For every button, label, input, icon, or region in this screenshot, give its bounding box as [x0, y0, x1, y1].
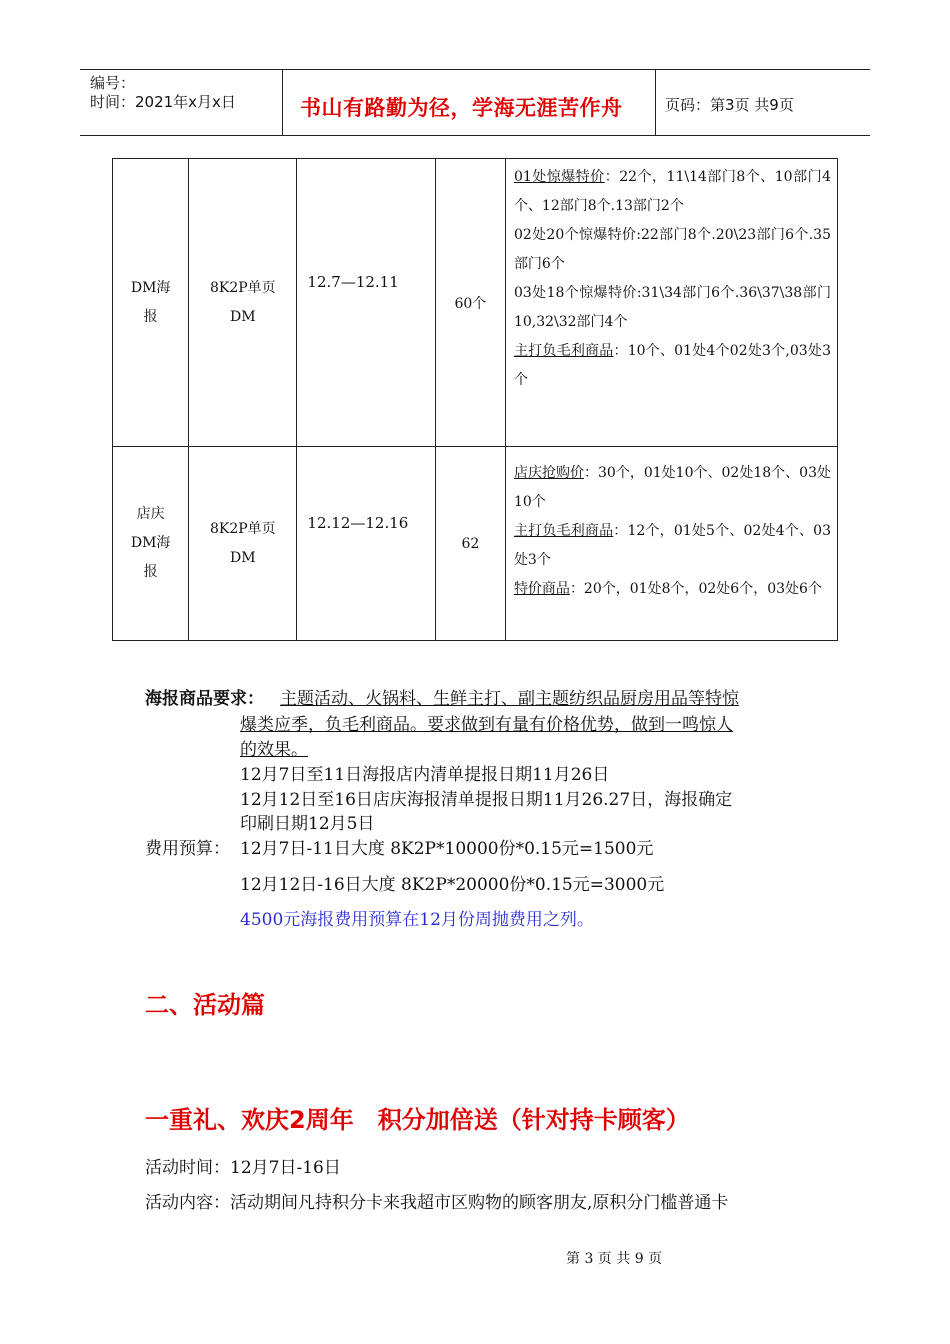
cell-text: DM海: [130, 279, 171, 296]
header-number-label: 编号：: [90, 74, 136, 92]
table-cell-detail: [505, 159, 837, 447]
cell-text: DM: [230, 308, 256, 325]
detail-line: 店庆抢购价：30个，01处10个、02处18个、03处10个: [513, 465, 831, 510]
table-cell-format: [189, 447, 297, 641]
detail-line: 03处18个惊爆特价:31\34部门6个.36\37\38部门10,32\32部门4个: [513, 285, 831, 330]
requirements-line: 12月7日至11日海报店内清单提报日期11月26日: [240, 765, 610, 785]
table-cell-format: [189, 159, 297, 447]
budget-total-note: 4500元海报费用预算在12月份周抛费用之列。: [240, 910, 594, 930]
header-divider: [655, 69, 656, 135]
header-top-rule: [80, 69, 870, 70]
cell-text: DM: [230, 549, 256, 566]
budget-line: 12月7日-11日大度 8K2P*10000份*0.15元=1500元: [240, 839, 654, 859]
table-cell-name: [113, 159, 189, 447]
table-row: [113, 159, 838, 447]
cell-text: DM海: [130, 535, 171, 551]
dm-poster-table: [112, 158, 838, 641]
cell-text: 8K2P单页: [209, 279, 276, 296]
table-cell-date: [297, 159, 435, 447]
cell-text: 报: [143, 564, 158, 580]
table-cell-count: 62: [435, 447, 505, 641]
header-divider: [282, 69, 283, 135]
section-title: 二、活动篇: [145, 991, 265, 1019]
budget-line: 12月12日-16日大度 8K2P*20000份*0.15元=3000元: [240, 875, 665, 895]
header-motto: 书山有路勤为径，学海无涯苦作舟: [300, 96, 623, 120]
page-footer: 第 3 页 共 9 页: [566, 1251, 663, 1267]
detail-line: 主打负毛利商品：12个，01处5个、02处4个、03处3个: [513, 523, 831, 568]
header-bottom-rule: [80, 135, 870, 136]
cell-text: 12.7—12.11: [307, 272, 399, 291]
detail-line: 02处20个惊爆特价:22部门8个.20\23部门6个.35部门6个: [513, 227, 831, 272]
requirements-label: 海报商品要求：: [145, 689, 264, 709]
table-cell-count: 60个: [435, 159, 505, 447]
activity-content: 活动内容：活动期间凡持积分卡来我超市区购物的顾客朋友,原积分门槛普通卡: [145, 1193, 729, 1213]
table-cell-name: [113, 447, 189, 641]
header-time-label: 时间：2021年x月x日: [90, 93, 236, 111]
requirements-line: 12月12日至16日店庆海报清单提报日期11月26.27日，海报确定: [240, 790, 733, 810]
cell-text: 8K2P单页: [209, 520, 276, 537]
activity-time: 活动时间：12月7日-16日: [145, 1158, 341, 1178]
detail-line: 特价商品：20个，01处8个，02处6个，03处6个: [513, 581, 822, 597]
table-cell-date: [297, 447, 435, 641]
requirements-line: 爆类应季，负毛利商品。要求做到有量有价格优势，做到一鸣惊人: [240, 715, 733, 735]
activity-title: 一重礼、欢庆2周年 积分加倍送（针对持卡顾客）: [145, 1106, 690, 1134]
detail-line: 主打负毛利商品：10个、01处4个02处3个,03处3个: [513, 343, 831, 388]
budget-label: 费用预算：: [145, 839, 230, 859]
cell-text: 12.12—12.16: [307, 513, 409, 532]
header-page-label: 页码：第3页 共9页: [665, 96, 794, 114]
requirements-line: 的效果。: [240, 740, 308, 760]
detail-line: 01处惊爆特价：22个，11\14部门8个、10部门4个、12部门8个.13部门2个: [513, 169, 831, 214]
table-cell-detail: [505, 447, 837, 641]
table-row: [113, 447, 838, 641]
requirements-line: 印刷日期12月5日: [240, 814, 375, 834]
requirements-line: 主题活动、火锅料、生鲜主打、副主题纺织品厨房用品等特惊: [280, 689, 739, 709]
cell-text: 店庆: [136, 506, 165, 522]
cell-text: 报: [143, 308, 158, 325]
